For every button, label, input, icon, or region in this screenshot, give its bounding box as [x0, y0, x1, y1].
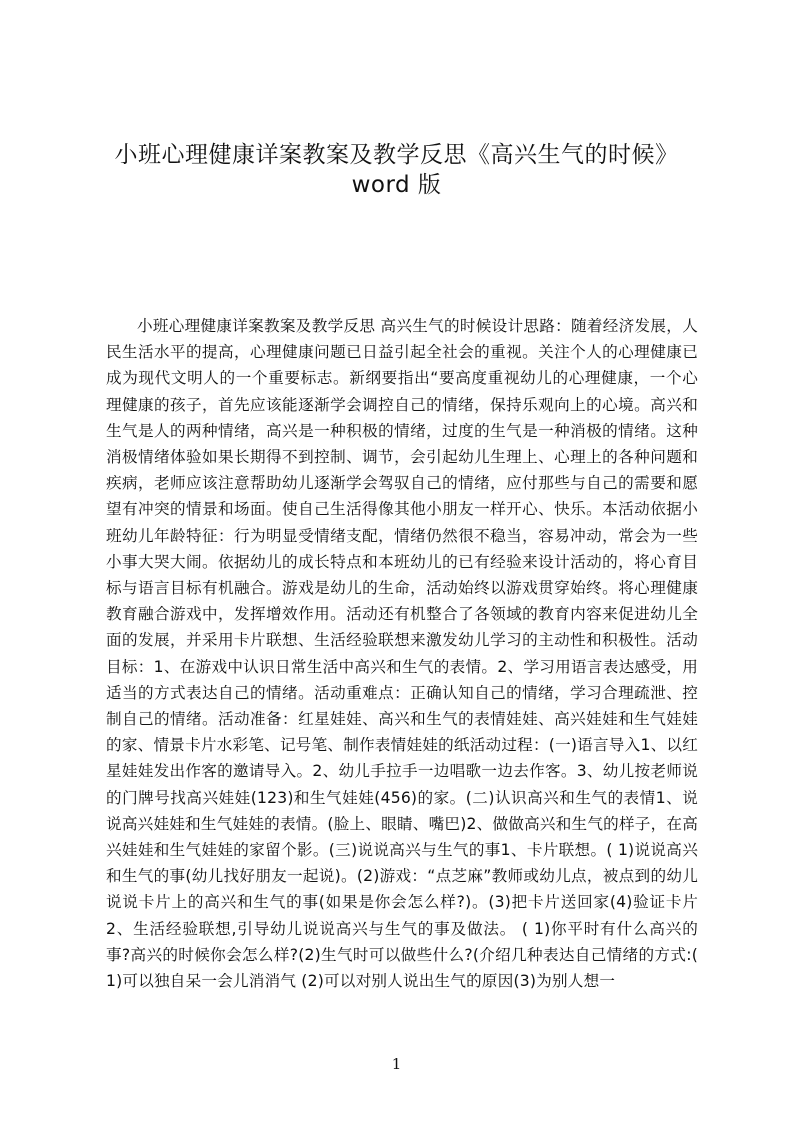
- title-line-2: word 版: [351, 172, 442, 198]
- page-number: 1: [391, 1055, 402, 1073]
- document-title: [0, 140, 793, 200]
- body-paragraph: 小班心理健康详案教案及教学反思 高兴生气的时候设计思路：随着经济发展，人民生活水平的提高，心理健康问题已日益引起全社会的重视。关注个人的心理健康已成为现代文明人的一个重要标志。新纲要指出“要高度重视幼儿的心理健康，一个心理健康的孩子，首先应该能逐渐学会调控自己的情绪，保持乐观向上的心境。高兴和生气是人的两种情绪，高兴是一种积极的情绪，过度的生气是一种消极的情绪。这种消极情绪体验如果长期得不到控制、调节，会引起幼儿生理上、心理上的各种问题和疾病，老师应该注意帮助幼儿逐渐学会驾驭自己的情绪，应付那些与自己的需要和愿望有冲突的情景和场面。使自己生活得像其他小朋友一样开心、快乐。本活动依据小班幼儿年龄特征：行为明显受情绪支配，情绪仍然很不稳当，容易冲动，常会为一些小事大哭大闹。依据幼儿的成长特点和本班幼儿的已有经验来设计活动的，将心育目标与语言目标有机融合。游戏是幼儿的生命，活动始终以游戏贯穿始终。将心理健康教育融合游戏中，发挥增效作用。活动还有机整合了各领域的教育内容来促进幼儿全面的发展，并采用卡片联想、生活经验联想来激发幼儿学习的主动性和积极性。活动目标：1、在游戏中认识日常生活中高兴和生气的表情。2、学习用语言表达感受，用适当的方式表达自己的情绪。活动重难点：正确认知自己的情绪，学习合理疏泄、控制自己的情绪。活动准备：红星娃娃、高兴和生气的表情娃娃、高兴娃娃和生气娃娃的家、情景卡片水彩笔、记号笔、制作表情娃娃的纸活动过程：(一)语言导入1、以红星娃娃发出作客的邀请导入。2、幼儿手拉手一边唱歌一边去作客。3、幼儿按老师说的门牌号找高兴娃娃(123)和生气娃娃(456)的家。(二)认识高兴和生气的表情1、说说高兴娃娃和生气娃娃的表情。(脸上、眼睛、嘴巴)2、做做高兴和生气的样子，在高兴娃娃和生气娃娃的家留个影。(三)说说高兴与生气的事1、卡片联想。( 1)说说高兴和生气的事(幼儿找好朋友一起说)。(2)游戏：“点芝麻”教师或幼儿点，被点到的幼儿说说卡片上的高兴和生气的事(如果是你会怎么样?)。(3)把卡片送回家(4)验证卡片 2、生活经验联想,引导幼儿说说高兴与生气的事及做法。 ( 1)你平时有什么高兴的事?高兴的时候你会怎么样?(2)生气时可以做些什么?(介绍几种表达自己情绪的方式:( 1)可以独自呆一会儿消消气 (2)可以对别人说出生气的原因(3)为别人想一: [106, 317, 698, 991]
- title-line-1: 小班心理健康详案教案及教学反思《高兴生气的时候》: [114, 142, 679, 168]
